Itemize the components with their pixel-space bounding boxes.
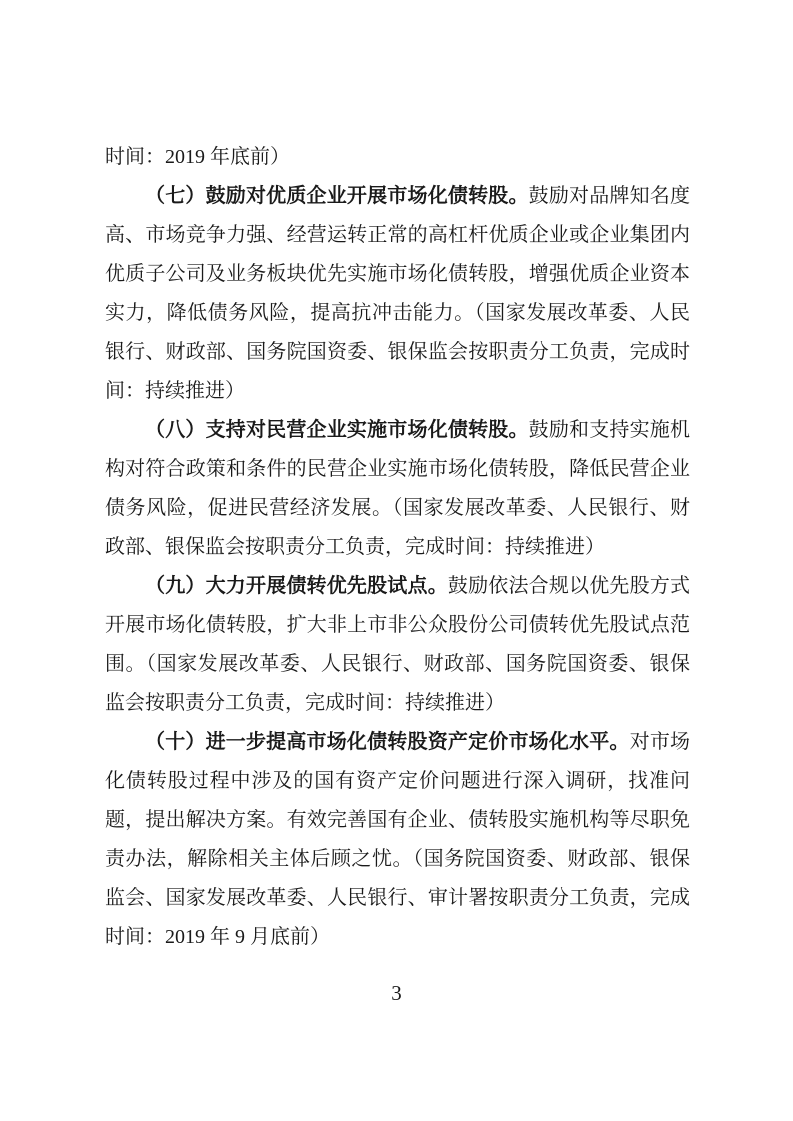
paragraph-7-text: 鼓励对品牌知名度高、市场竞争力强、经营运转正常的高杠杆优质企业或企业集团内优质子公司及业务板块优先实施市场化债转股，增强优质企业资本实力，降低债务风险，提高抗冲击能力。（国家发展改革委、人民银行、财政部、国务院国资委、银保监会按职责分工负责，完成时间：持续推进） xyxy=(105,185,691,402)
paragraph-8-lead: （八）支持对民营企业实施市场化债转股。 xyxy=(145,419,529,441)
paragraph-8 xyxy=(105,411,690,567)
paragraph-10 xyxy=(105,723,690,957)
page-number: 3 xyxy=(391,981,402,1005)
paragraph-9-text: 鼓励依法合规以优先股方式开展市场化债转股，扩大非上市非公众股份公司债转优先股试点范围。（国家发展改革委、人民银行、财政部、国务院国资委、银保监会按职责分工负责，完成时间：持续推进） xyxy=(105,575,691,714)
document-content xyxy=(105,138,690,957)
continuation-line: 时间：2019 年底前） xyxy=(105,146,290,168)
paragraph-8-text: 鼓励和支持实施机构对符合政策和条件的民营企业实施市场化债转股，降低民营企业债务风险，促进民营经济发展。（国家发展改革委、人民银行、财政部、银保监会按职责分工负责，完成时间：持续推进） xyxy=(105,419,691,558)
paragraph-10-lead: （十）进一步提高市场化债转股资产定价市场化水平。 xyxy=(145,731,630,753)
page-footer xyxy=(0,981,793,1005)
paragraph-10-text: 对市场化债转股过程中涉及的国有资产定价问题进行深入调研，找准问题，提出解决方案。有效完善国有企业、债转股实施机构等尽职免责办法，解除相关主体后顾之忧。（国务院国资委、财政部、银保监会、国家发展改革委、人民银行、审计署按职责分工负责，完成时间：2019 年 9 月底前） xyxy=(105,731,691,948)
paragraph-9-lead: （九）大力开展债转优先股试点。 xyxy=(145,575,448,597)
paragraph-9 xyxy=(105,567,690,723)
paragraph-7-lead: （七）鼓励对优质企业开展市场化债转股。 xyxy=(145,185,529,207)
paragraph-7 xyxy=(105,177,690,411)
